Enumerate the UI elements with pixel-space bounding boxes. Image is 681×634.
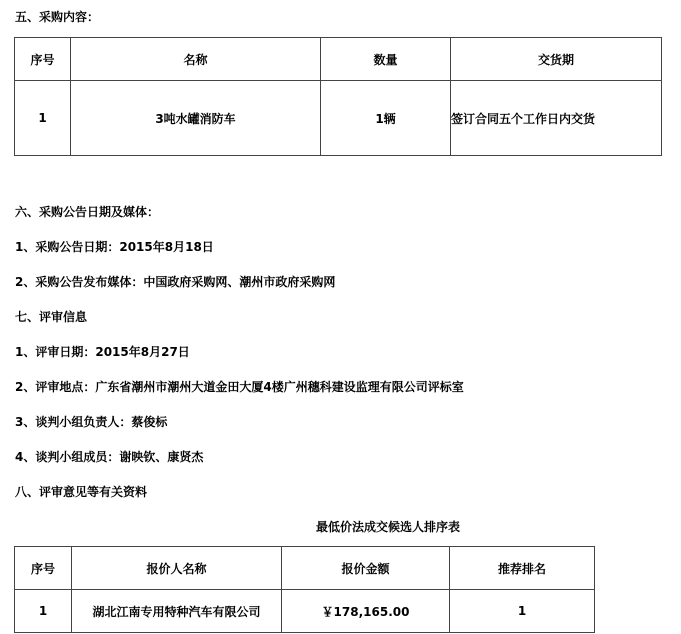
section7-heading: 七、评审信息 <box>15 310 88 324</box>
header-quantity: 数量 <box>321 38 451 81</box>
header-index: 序号 <box>15 547 72 590</box>
header-name: 名称 <box>71 38 321 81</box>
header-bid-amount: 报价金额 <box>282 547 450 590</box>
section8-heading: 八、评审意见等有关资料 <box>15 485 148 499</box>
header-index: 序号 <box>15 38 71 81</box>
team-members: 4、谈判小组成员：谢映钦、康贤杰 <box>15 450 204 464</box>
cell-index: 1 <box>15 81 71 156</box>
ranking-table-caption: 最低价法成交候选人排序表 <box>316 520 461 534</box>
section5-heading: 五、采购内容： <box>15 10 100 24</box>
table-row <box>15 590 595 633</box>
review-date: 1、评审日期：2015年8月27日 <box>15 345 190 359</box>
candidate-ranking-table <box>14 546 595 633</box>
cell-index: 1 <box>15 590 72 633</box>
procurement-content-table <box>14 37 662 156</box>
announcement-date: 1、采购公告日期：2015年8月18日 <box>15 240 214 254</box>
cell-rank: 1 <box>450 590 595 633</box>
section6-heading: 六、采购公告日期及媒体： <box>15 205 160 219</box>
table-row <box>15 81 662 156</box>
review-place: 2、评审地点：广东省潮州市潮州大道金田大厦4楼广州穗科建设监理有限公司评标室 <box>15 380 464 394</box>
header-bidder-name: 报价人名称 <box>72 547 282 590</box>
cell-bidder-name: 湖北江南专用特种汽车有限公司 <box>72 590 282 633</box>
header-delivery: 交货期 <box>451 38 662 81</box>
announcement-media: 2、采购公告发布媒体：中国政府采购网、潮州市政府采购网 <box>15 275 336 289</box>
cell-delivery: 签订合同五个工作日内交货 <box>451 81 662 156</box>
header-rank: 推荐排名 <box>450 547 595 590</box>
cell-bid-amount: ￥178,165.00 <box>282 590 450 633</box>
cell-name: 3吨水罐消防车 <box>71 81 321 156</box>
team-leader: 3、谈判小组负责人：蔡俊标 <box>15 415 168 429</box>
table-header-row <box>15 547 595 590</box>
cell-quantity: 1辆 <box>321 81 451 156</box>
table-header-row <box>15 38 662 81</box>
